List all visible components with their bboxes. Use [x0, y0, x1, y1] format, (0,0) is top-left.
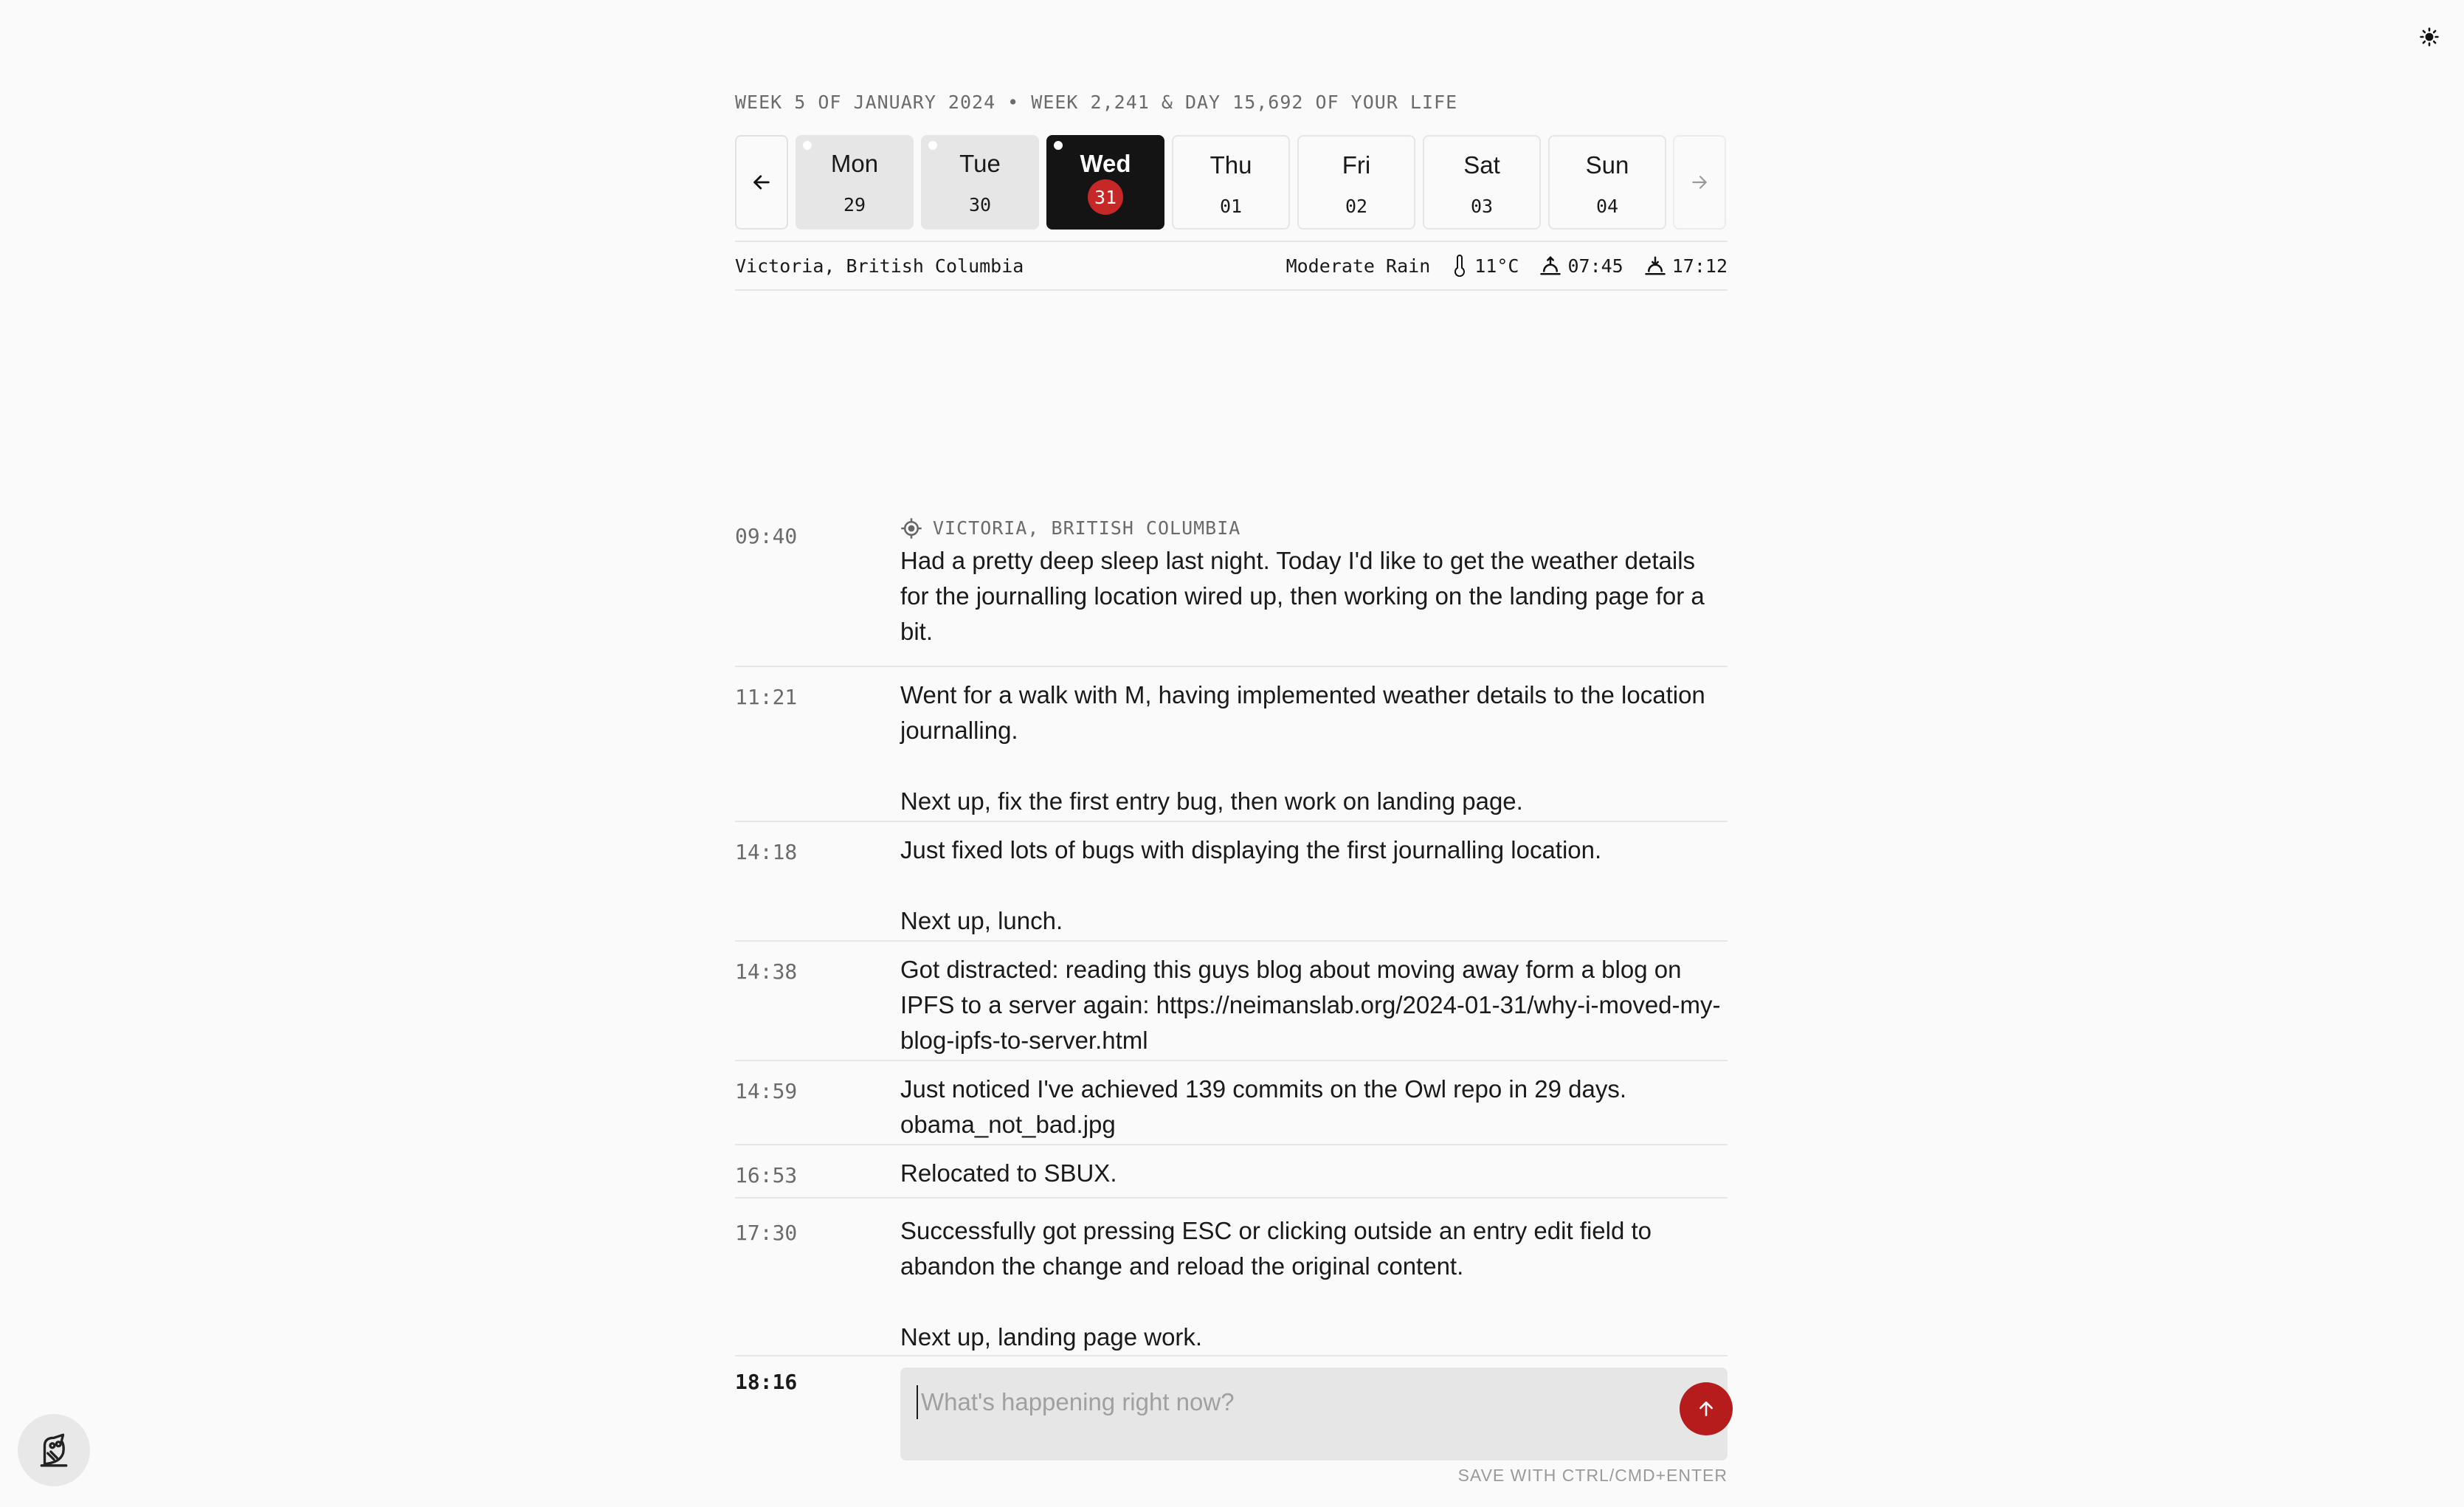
- day-name: Mon: [830, 150, 879, 177]
- entry-text: Relocated to SBUX.: [900, 1159, 1117, 1187]
- day-number: 03: [1470, 195, 1494, 217]
- journal-entries: [735, 514, 1728, 1356]
- entry-text: Successfully got pressing ESC or clicking outside an entry edit field to abandon the change and reload the original content.: [900, 1217, 1652, 1280]
- day-name: Wed: [1080, 150, 1131, 177]
- arrow-right-icon: [1690, 173, 1709, 192]
- previous-week-button[interactable]: [735, 135, 788, 230]
- thermometer-icon: [1451, 255, 1469, 277]
- day-name: Sat: [1463, 151, 1500, 179]
- day-sun[interactable]: [1548, 135, 1666, 230]
- journal-entry[interactable]: [735, 1061, 1728, 1145]
- entry-text: Next up, fix the first entry bug, then work on landing page.: [900, 787, 1523, 815]
- day-name: Thu: [1209, 151, 1252, 179]
- journal-entry[interactable]: [735, 942, 1728, 1061]
- sunset-time: 17:12: [1671, 255, 1728, 277]
- save-hint: SAVE WITH CTRL/CMD+ENTER: [1457, 1466, 1728, 1485]
- entry-time: 14:38: [735, 959, 798, 984]
- arrow-up-icon: [1697, 1399, 1716, 1418]
- theme-toggle-button[interactable]: [2415, 22, 2444, 52]
- week-navigator: [735, 135, 1728, 230]
- temperature: [1451, 255, 1519, 277]
- day-tue[interactable]: [921, 135, 1039, 230]
- entry-location-tag: [900, 514, 1728, 543]
- day-name: Fri: [1342, 151, 1371, 179]
- sunset: [1644, 255, 1728, 277]
- entry-text: Next up, lunch.: [900, 907, 1063, 934]
- day-mon[interactable]: [796, 135, 914, 230]
- location-weather-bar: [735, 241, 1728, 291]
- journal-entry[interactable]: [735, 514, 1728, 667]
- day-thu[interactable]: [1172, 135, 1290, 230]
- journal-entry[interactable]: [735, 667, 1728, 822]
- day-wed[interactable]: [1046, 135, 1164, 230]
- entry-text: Had a pretty deep sleep last night. Today I'd like to get the weather details for the journalling location wired up, then working on the landing page for a bit.: [900, 547, 1705, 645]
- day-number: 02: [1345, 195, 1368, 217]
- entry-time: 11:21: [735, 685, 798, 709]
- entry-text: Just fixed lots of bugs with displaying the first journalling location.: [900, 836, 1602, 863]
- day-name: Tue: [959, 150, 1001, 177]
- has-entries-dot: [803, 141, 812, 150]
- day-fri[interactable]: [1297, 135, 1415, 230]
- has-entries-dot: [928, 141, 937, 150]
- new-entry-composer: [735, 1355, 1728, 1488]
- journal-entry[interactable]: [735, 1199, 1728, 1356]
- journal-entry[interactable]: [735, 1145, 1728, 1199]
- day-sat[interactable]: [1423, 135, 1541, 230]
- composer-time: 18:16: [735, 1370, 798, 1394]
- day-number: 04: [1595, 195, 1619, 217]
- app-menu-button[interactable]: [18, 1414, 90, 1486]
- day-name: Sun: [1585, 151, 1629, 179]
- entry-text: Got distracted: reading this guys blog about moving away form a blog on IPFS to a server again: https://neimanslab.org/2024-01-31/why-i-moved-my-blog-ipfs-to-server.html: [900, 956, 1721, 1054]
- has-entries-dot: [1054, 141, 1063, 150]
- sun-icon: [2420, 27, 2439, 46]
- new-entry-input[interactable]: [917, 1385, 1631, 1419]
- location-name: Victoria, British Columbia: [735, 255, 1024, 277]
- arrow-left-icon: [751, 172, 772, 193]
- weather-details: [1286, 255, 1728, 277]
- sunset-icon: [1644, 255, 1666, 277]
- next-week-button[interactable]: [1673, 135, 1726, 230]
- composer-box: [900, 1368, 1728, 1461]
- entry-text: Next up, landing page work.: [900, 1323, 1203, 1351]
- day-number: 01: [1219, 195, 1243, 217]
- weather-condition: Moderate Rain: [1286, 255, 1431, 277]
- entry-time: 17:30: [735, 1221, 798, 1245]
- entry-text: Went for a walk with M, having implemented weather details to the location journalling.: [900, 681, 1705, 744]
- sunrise-time: 07:45: [1567, 255, 1623, 277]
- entry-time: 14:18: [735, 840, 798, 864]
- entry-time: 16:53: [735, 1163, 798, 1187]
- day-number: 29: [843, 193, 866, 215]
- entry-time: 09:40: [735, 524, 798, 548]
- journal-entry[interactable]: [735, 822, 1728, 942]
- entry-text: Just noticed I've achieved 139 commits on the Owl repo in 29 days. obama_not_bad.jpg: [900, 1075, 1626, 1138]
- temperature-value: 11°C: [1474, 255, 1519, 277]
- send-button[interactable]: [1680, 1382, 1733, 1435]
- entry-time: 14:59: [735, 1079, 798, 1103]
- week-summary: WEEK 5 OF JANUARY 2024 • WEEK 2,241 & DAY 15,692 OF YOUR LIFE: [735, 92, 1458, 113]
- owl-icon: [35, 1432, 72, 1469]
- today-badge: 31: [1088, 179, 1123, 215]
- sunrise-icon: [1539, 255, 1561, 277]
- day-number: 30: [968, 193, 992, 215]
- entry-location-name: VICTORIA, BRITISH COLUMBIA: [933, 517, 1241, 539]
- crosshair-icon: [900, 517, 922, 539]
- sunrise: [1539, 255, 1623, 277]
